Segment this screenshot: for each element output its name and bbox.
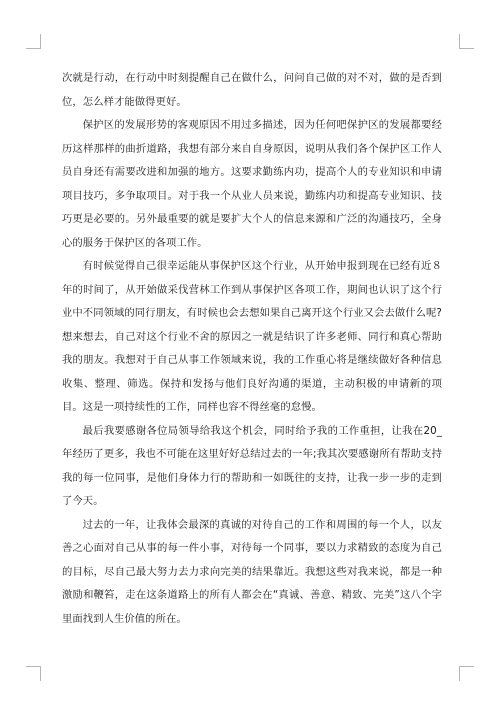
paragraph-3: 有时候觉得自己很幸运能从事保护区这个行业，从开始申报到现在已经有近８年的时间了，从开始做采伐营林工作到从事保护区各项工作，期间也认识了这个行业中不同领域的同行朋友，有时候也会去想如果自己离开这个行业又会去做什么呢?想来想去，自己对这个行业不舍的原因之一就是结识了许多老师、同行和真心帮助我的朋友。我想对于自己从事工作领域来说，我的工作重心将是继续做好各种信息收集、整理、筛选。保持和发扬与他们良好沟通的渠道，主动积极的申请新的项目。这是一项持续性的工作，同样也容不得丝毫的怠慢。 bbox=[62, 260, 442, 413]
crop-mark-bottom-left bbox=[26, 666, 41, 681]
crop-mark-top-right bbox=[459, 34, 474, 49]
crop-mark-top-left bbox=[26, 34, 41, 49]
document-body bbox=[62, 67, 442, 631]
paragraph-2: 保护区的发展形势的客观原因不用过多描述，因为任何吧保护区的发展都要经历这样那样的曲折道路，我想有部分来自自身原因，说明从我们各个保护区工作人员自身还有需要改进和加强的地方。这要求勤练内功，提高个人的专业知识和申请项目技巧，多争取项目。对于我一个从业人员来说，勤练内功和提高专业知识、技巧更是必要的。另外最重要的就是要扩大个人的信息来源和广泛的沟通技巧，全身心的服务于保护区的各项工作。 bbox=[62, 119, 442, 249]
paragraph-1: 次就是行动，在行动中时刻提醒自己在做什么，问问自己做的对不对，做的是否到位，怎么样才能做得更好。 bbox=[62, 72, 442, 108]
paragraph-4: 最后我要感谢各位局领导给我这个机会，同时给予我的工作重担，让我在20_年经历了更多，我也不可能在这里好好总结过去的一年;我其次要感谢所有帮助支持我的每一位同事，是他们身体力行的帮助和一如既往的支持，让我一步一步的走到了今天。 bbox=[62, 424, 442, 507]
crop-mark-bottom-right bbox=[459, 666, 474, 681]
paragraph-5: 过去的一年，让我体会最深的真诚的对待自己的工作和周围的每一个人，以友善之心面对自己从事的每一件小事，对待每一个同事，要以力求精致的态度为自己的目标，尽自己最大努力去力求向完美的结果靠近。我想这些对我来说，都是一种激励和鞭笞，走在这条道路上的所有人都会在“真诚、善意、精致、完美”这八个字里面找到人生价值的所在。 bbox=[62, 518, 442, 625]
